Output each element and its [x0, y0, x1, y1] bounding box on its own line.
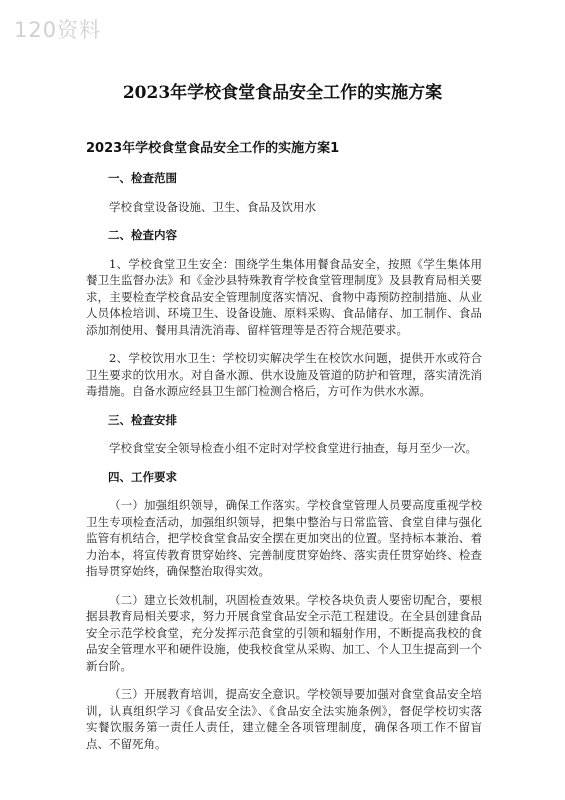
- section-subtitle: 2023年学校食堂食品安全工作的实施方案1: [86, 141, 340, 156]
- section-heading: 一、检查范围: [108, 171, 177, 185]
- section-heading: 二、检查内容: [108, 228, 177, 242]
- section-schedule: [86, 412, 482, 457]
- paragraph: （一）加强组织领导，确保工作落实。学校食堂管理人员要高度重视学校卫生专项检查活动，加强组织领导，把集中整治与日常监管、食堂自律与强化监管有机结合，把学校食堂食品安全摆在更加突出的位置。坚持标本兼治、着力治本，将宣传教育贯穿始终、完善制度贯穿始终、落实责任贯穿始终、检查指导贯穿始终，确保整治取得实效。: [86, 498, 482, 578]
- paragraph: 学校食堂安全领导检查小组不定时对学校食堂进行抽查，每月至少一次。: [109, 441, 477, 455]
- paragraph: （三）开展教育培训，提高安全意识。学校领导要加强对食堂食品安全培训，认真组织学习《食品安全法》、《食品安全法实施条例》，督促学校切实落实餐饮服务第一责任人责任，建立健全各项管理制度，确保各项工作不留盲点、不留死角。: [86, 687, 482, 751]
- paragraph: 2、学校饮用水卫生：学校切实解决学生在校饮水问题，提供开水或符合卫生要求的饮用水。对自备水源、供水设施及管道的防护和管理，落实清洗消毒措施。自备水源应经县卫生部门检测合格后，方可作为供水水源。: [86, 351, 482, 398]
- section-heading: 四、工作要求: [108, 469, 177, 484]
- paragraph: 学校食堂设备设施、卫生、食品及饮用水: [109, 199, 316, 214]
- document-body: [86, 170, 482, 764]
- section-requirements: [86, 469, 482, 753]
- paragraph: 1、学校食堂卫生安全：围绕学生集体用餐食品安全，按照《学生集体用餐卫生监督办法》和《金沙县特殊教育学校食堂管理制度》及县教育局相关要求，主要检查学校食品安全管理制度落实情况、食物中毒预防控制措施、从业人员体检培训、环境卫生、设备设施、原料采购、食品储存、加工制作、食品添加剂使用、餐用具清洗消毒、留样管理等是否符合规范要求。: [86, 256, 482, 337]
- section-heading: 三、检查安排: [108, 412, 177, 427]
- section-content: [86, 227, 482, 400]
- document-title: 2023年学校食堂食品安全工作的实施方案: [122, 83, 443, 103]
- section-scope: [86, 170, 482, 215]
- watermark-logo: 120资料: [14, 18, 102, 42]
- paragraph: （二）建立长效机制，巩固检查效果。学校各块负责人要密切配合，要根据县教育局相关要求，努力开展食堂食品安全示范工程建设。在全县创建食品安全示范学校食堂，充分发挥示范食堂的引领和辐射作用，不断提高我校的食品安全管理水平和硬件设施，使我校食堂从采购、加工、个人卫生提高到一个新台阶。: [86, 592, 482, 673]
